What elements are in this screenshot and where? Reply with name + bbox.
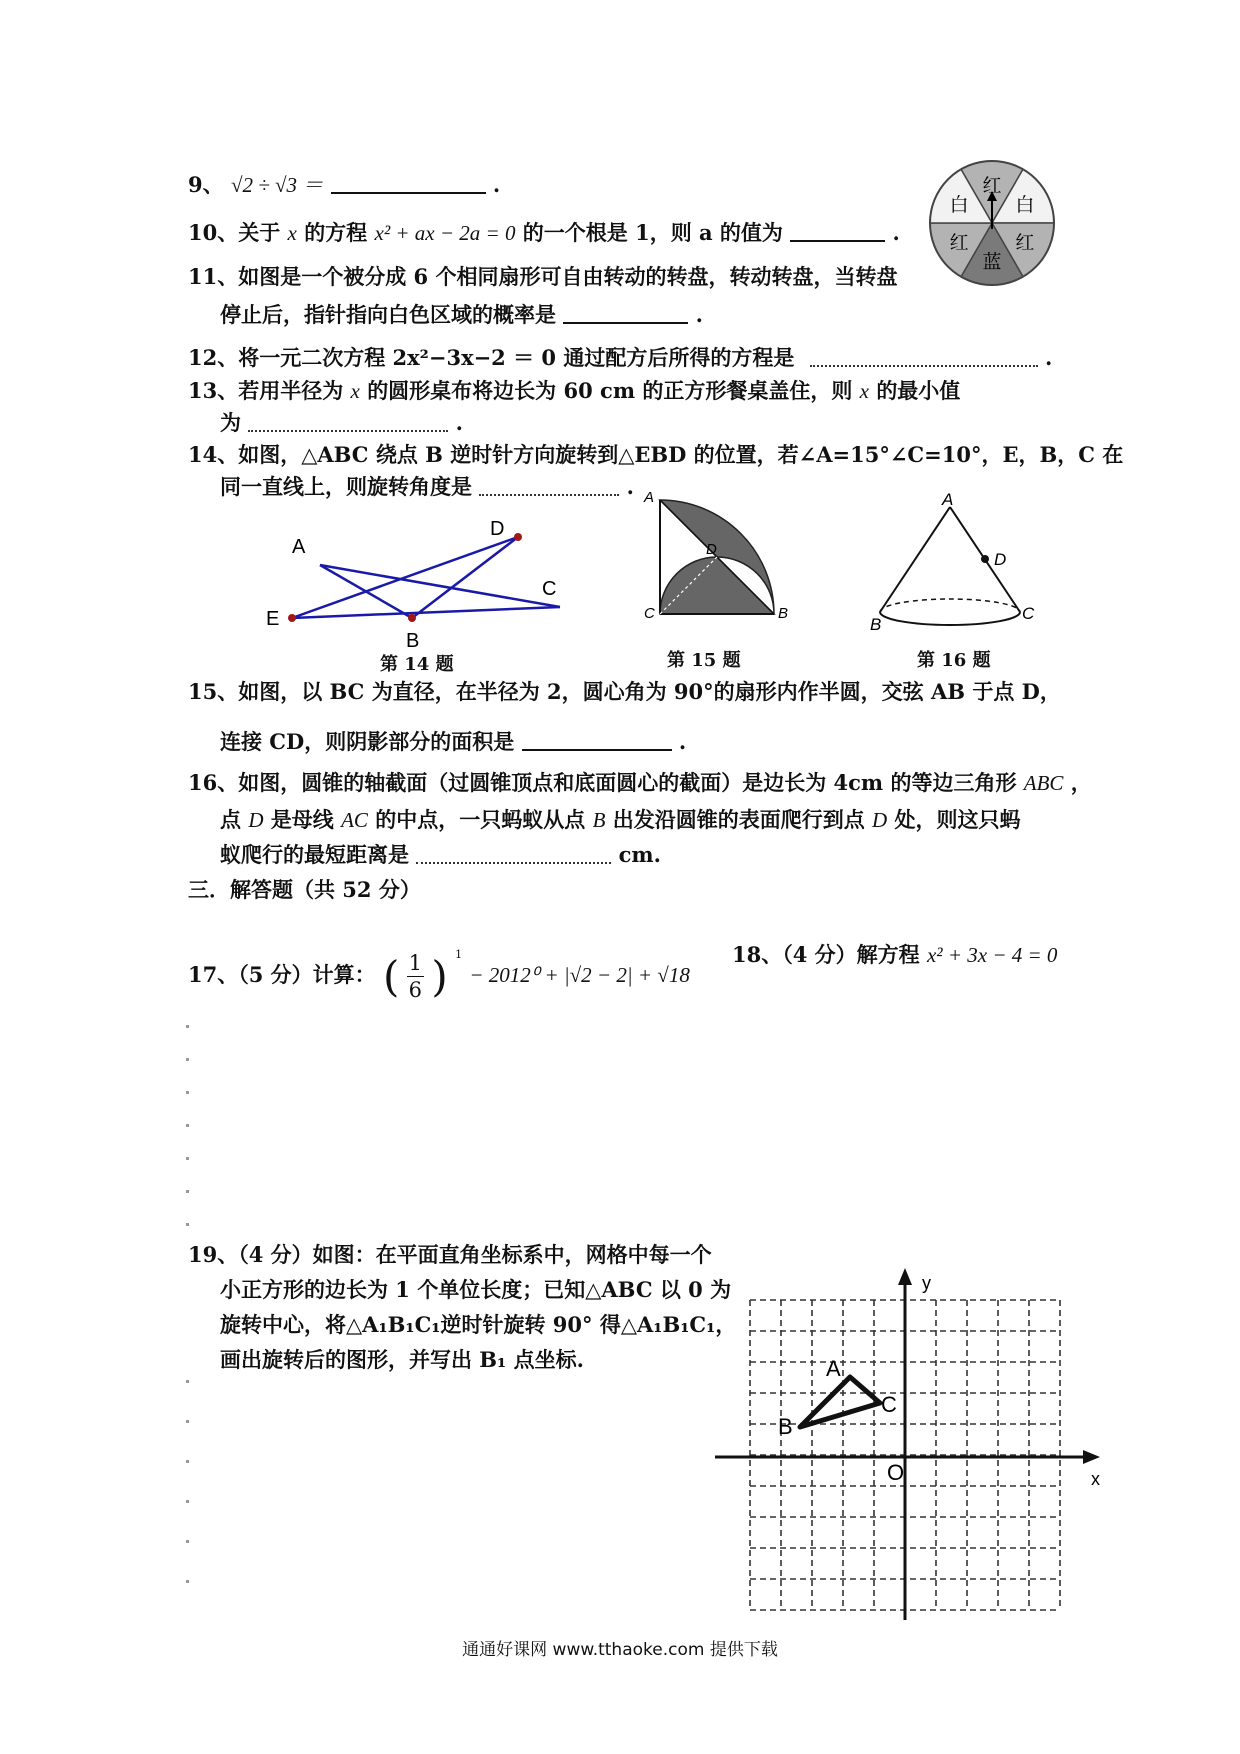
margin-dot: [186, 1124, 189, 1127]
answer-blank-15[interactable]: [522, 729, 672, 751]
margin-dot: [186, 1460, 189, 1463]
y-axis-label: y: [922, 1273, 931, 1293]
figure-16: [870, 490, 1070, 635]
label-C: C: [644, 605, 655, 622]
label-B: B: [870, 615, 882, 634]
label-E: E: [266, 608, 280, 630]
question-10: 10、关于 x 的方程 x² + ax − 2a = 0 的一个根是 1，则 a 的值为 .: [188, 220, 900, 245]
margin-dot: [186, 1500, 189, 1503]
spinner-figure: [927, 158, 1057, 288]
question-14-line2: 同一直线上，则旋转角度是 .: [220, 474, 634, 499]
fraction: $\frac{1}{6}$: [408, 951, 423, 1002]
label-B: B: [778, 605, 789, 622]
question-19-line1: 19、（4 分）如图：在平面直角坐标系中，网格中每一个: [188, 1242, 712, 1267]
margin-dot: [186, 1025, 189, 1028]
cone-base-back: [880, 599, 1020, 612]
section-3-heading: 三．解答题（共 52 分）: [188, 877, 421, 902]
answer-blank-16[interactable]: [416, 842, 611, 864]
margin-dot: [186, 1190, 189, 1193]
generatrix-AB: [880, 507, 950, 612]
label-C: C: [881, 1392, 897, 1417]
spinner-sector-label: 蓝: [982, 252, 1002, 273]
question-11-line1: 11、如图是一个被分成 6 个相同扇形可自由转动的转盘，转动转盘，当转盘: [188, 264, 898, 289]
question-12: 12、将一元二次方程 2x²−3x−2 ＝ 0 通过配方后所得的方程是 .: [188, 345, 1053, 370]
question-15-line1: 15、如图，以 BC 为直径，在半径为 2，圆心角为 90°的扇形内作半圆，交弦 AB 于点 D，: [188, 679, 1061, 704]
y-axis-arrow-icon: [898, 1268, 912, 1285]
margin-dot: [186, 1157, 189, 1160]
cone-base-front: [880, 612, 1020, 625]
question-13-line2: 为 .: [220, 410, 463, 435]
question-19-line3: 旋转中心，将△A₁B₁C₁逆时针旋转 90° 得△A₁B₁C₁，: [220, 1312, 737, 1337]
figure-14: [260, 515, 590, 655]
coordinate-grid-figure: [705, 1250, 1105, 1630]
question-19-line4: 画出旋转后的图形，并写出 B₁ 点坐标.: [220, 1347, 584, 1372]
question-11-line2: 停止后，指针指向白色区域的概率是 .: [220, 302, 703, 327]
label-A: A: [644, 489, 655, 506]
question-9: 9、 √2 ÷ √3 ＝ .: [188, 172, 501, 197]
segment-BD: [412, 537, 518, 618]
label-D: D: [706, 541, 717, 558]
point-D: [981, 555, 989, 563]
right-paren: ): [431, 951, 448, 1001]
question-19-line2: 小正方形的边长为 1 个单位长度；已知△ABC 以 0 为: [220, 1277, 732, 1302]
footer: 通通好课网 www.tthaoke.com 提供下载: [462, 1640, 778, 1660]
origin-label: O: [887, 1460, 905, 1485]
label-B: B: [778, 1414, 793, 1439]
point-E: [288, 614, 296, 622]
label-C: C: [542, 578, 557, 600]
label-B: B: [406, 630, 420, 652]
margin-dot: [186, 1420, 189, 1423]
point-B: [408, 614, 416, 622]
spinner-sector-label: 红: [982, 176, 1002, 197]
point-D: [514, 533, 522, 541]
left-paren: (: [382, 951, 400, 1001]
label-A: A: [942, 490, 954, 509]
spinner-sector-label: 红: [949, 233, 969, 254]
caption-16: 第 16 题: [917, 650, 991, 671]
question-15-line2: 连接 CD，则阴影部分的面积是 .: [220, 729, 687, 754]
margin-dot: [186, 1580, 189, 1583]
answer-blank-9[interactable]: [331, 172, 486, 194]
margin-dot: [186, 1540, 189, 1543]
exponent: 1: [455, 948, 463, 961]
question-16-line1: 16、如图，圆锥的轴截面（过圆锥顶点和底面圆心的截面）是边长为 4cm 的等边三角形 ABC ，: [188, 770, 1092, 795]
margin-dot: [186, 1223, 189, 1226]
question-13-line1: 13、若用半径为 x 的圆形桌布将边长为 60 cm 的正方形餐桌盖住，则 x 的最小值: [188, 378, 961, 403]
question-16-line2: 点 D 是母线 AC 的中点，一只蚂蚁从点 B 出发沿圆锥的表面爬行到点 D 处，则这只蚂: [220, 807, 1021, 832]
x-axis-label: x: [1091, 1469, 1100, 1489]
label-C: C: [1022, 604, 1035, 623]
answer-blank-14[interactable]: [479, 474, 619, 496]
spinner-sector-label: 红: [1015, 233, 1035, 254]
caption-14: 第 14 题: [380, 654, 454, 675]
margin-dot: [186, 1091, 189, 1094]
spinner-sector-label: 白: [949, 195, 969, 216]
margin-dot: [186, 1058, 189, 1061]
question-18: 18、（4 分）解方程 x² + 3x − 4 = 0: [732, 942, 1058, 967]
segment-ED: [292, 537, 518, 618]
label-A: A: [292, 536, 306, 558]
label-D: D: [490, 518, 505, 540]
question-16-line3: 蚁爬行的最短距离是 cm.: [220, 842, 661, 867]
figure-15: [640, 490, 790, 620]
answer-blank-13[interactable]: [248, 410, 448, 432]
caption-15: 第 15 题: [667, 650, 741, 671]
margin-dot: [186, 1380, 189, 1383]
answer-blank-11[interactable]: [563, 302, 688, 324]
label-D: D: [994, 550, 1007, 569]
question-14-line1: 14、如图，△ABC 绕点 B 逆时针方向旋转到△EBD 的位置，若∠A=15°∠C=10°，E，B，C 在: [188, 442, 1124, 467]
x-axis-arrow-icon: [1083, 1450, 1100, 1464]
question-17: 17、（5 分）计算： ( $\frac{1}{6}$ ) $^1$ − 2012⁰ + |√2 − 2| + √18: [188, 948, 690, 1002]
spinner-sector-label: 白: [1015, 195, 1035, 216]
answer-blank-12[interactable]: [810, 345, 1038, 367]
answer-blank-10[interactable]: [790, 220, 885, 242]
label-A: A: [826, 1356, 841, 1381]
